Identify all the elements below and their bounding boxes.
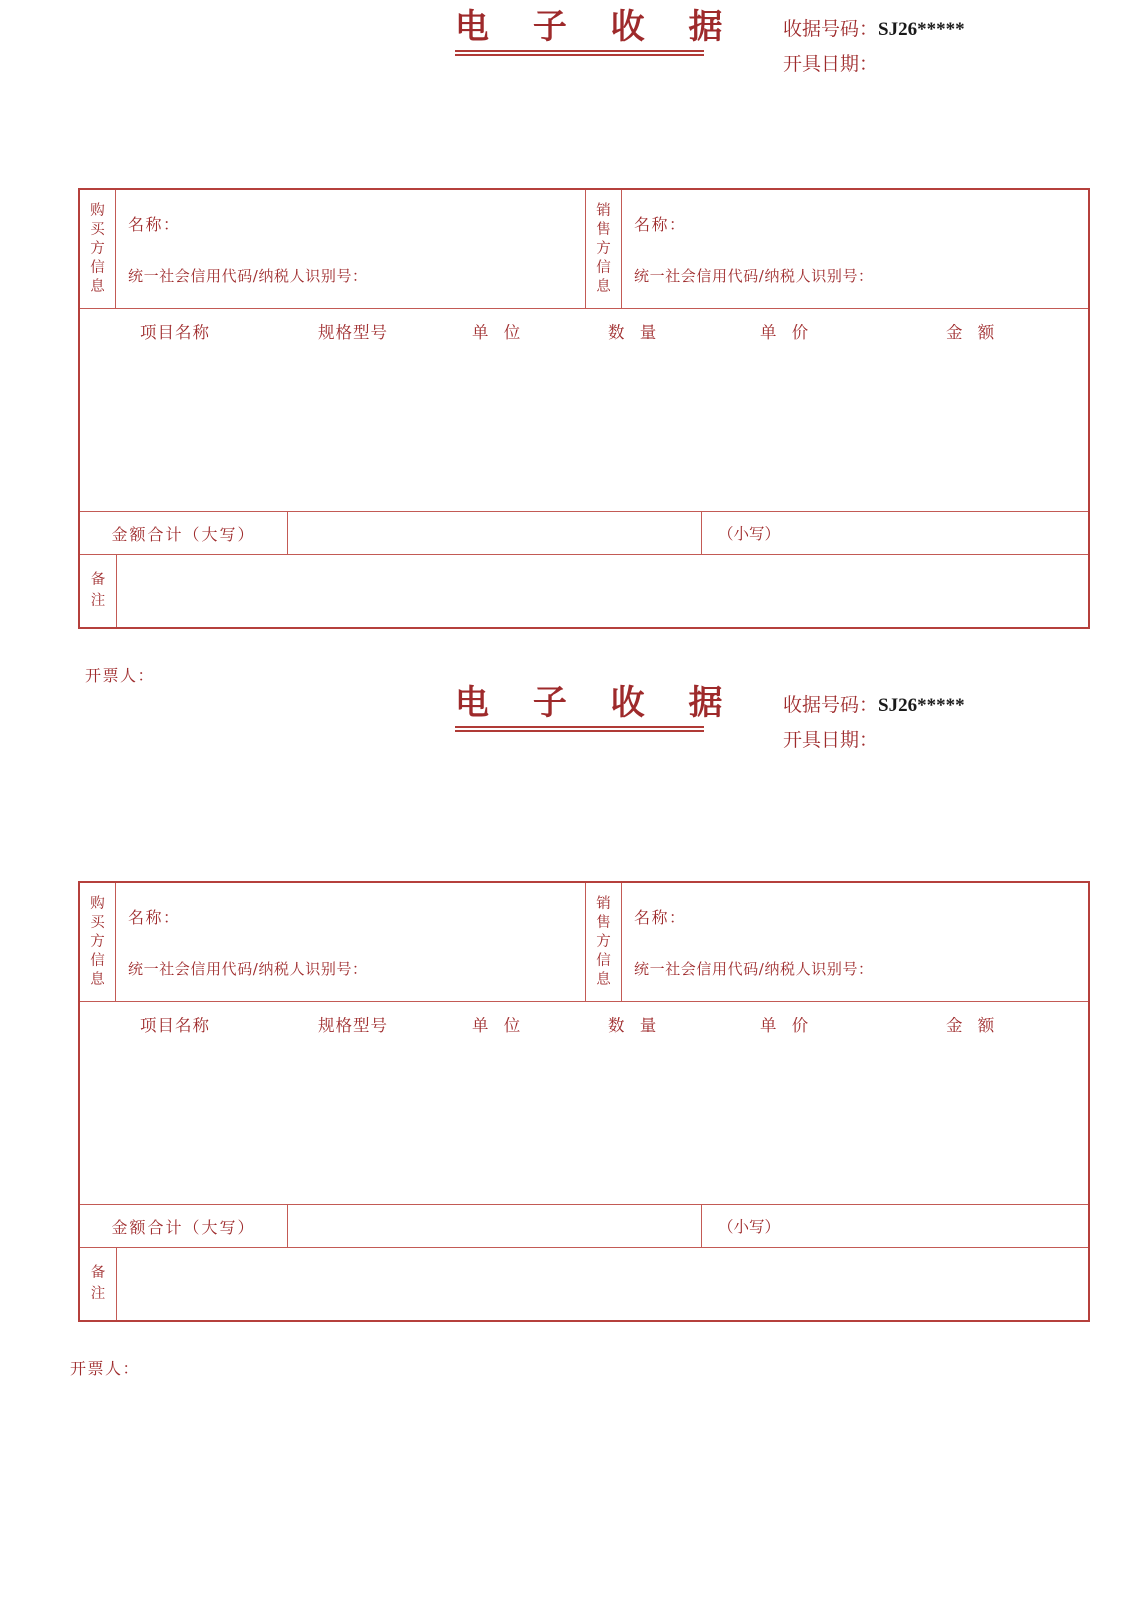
remark-side-label — [80, 1248, 117, 1320]
remark-row — [80, 1248, 1088, 1320]
buyer-name-label: 名称： — [128, 908, 181, 927]
receipt-table — [78, 881, 1090, 1322]
seller-taxid-label: 统一社会信用代码/纳税人识别号： — [634, 267, 874, 285]
buyer-side-char: 信 — [90, 952, 105, 969]
seller-taxid-field[interactable] — [634, 958, 1088, 979]
buyer-taxid-label: 统一社会信用代码/纳税人识别号： — [128, 960, 368, 978]
receipt-number-line — [783, 12, 965, 47]
column-header-item-name: 项目名称 — [140, 323, 210, 342]
receipt-number-label: 收据号码： — [783, 18, 879, 40]
item-rows-area[interactable] — [80, 1046, 1088, 1204]
remark-row — [80, 555, 1088, 627]
buyer-section — [80, 190, 585, 308]
buyer-fields — [116, 883, 585, 1001]
total-uppercase-label: 金额合计（大写） — [80, 1205, 288, 1247]
remark-value[interactable] — [117, 1248, 1088, 1320]
column-header-amount: 金 额 — [946, 323, 1000, 342]
buyer-side-char: 购 — [90, 202, 105, 219]
remark-side-char: 注 — [90, 1286, 106, 1302]
seller-taxid-field[interactable] — [634, 265, 1088, 286]
column-header-unit-price: 单 价 — [760, 323, 814, 342]
remark-value[interactable] — [117, 555, 1088, 627]
column-header-unit: 单 位 — [472, 323, 526, 342]
title-block — [455, 8, 745, 56]
buyer-name-field[interactable] — [128, 212, 585, 235]
receipt-number-value: SJ26***** — [878, 695, 965, 716]
title-double-rule — [455, 50, 704, 56]
buyer-side-char: 买 — [90, 914, 105, 931]
column-header-amount: 金 额 — [946, 1016, 1000, 1035]
seller-side-char: 销 — [596, 202, 611, 219]
receipt-title: 电 子 收 据 — [455, 7, 739, 47]
seller-fields — [622, 190, 1088, 308]
total-row — [80, 512, 1088, 555]
column-header-unit: 单 位 — [472, 1016, 526, 1035]
seller-name-label: 名称： — [634, 908, 687, 927]
seller-side-label — [586, 883, 622, 1001]
total-uppercase-value[interactable] — [288, 512, 702, 554]
column-header-quantity: 数 量 — [608, 323, 662, 342]
receipt-meta — [783, 688, 965, 758]
seller-side-char: 信 — [596, 259, 611, 276]
total-lowercase-label: （小写） — [718, 1218, 781, 1236]
buyer-side-char: 方 — [90, 933, 105, 950]
buyer-side-label — [80, 190, 116, 308]
seller-side-char: 信 — [596, 952, 611, 969]
total-lowercase-label: （小写） — [718, 525, 781, 543]
column-header-quantity: 数 量 — [608, 1016, 662, 1035]
party-row — [80, 883, 1088, 1002]
seller-name-label: 名称： — [634, 215, 687, 234]
issue-date-line — [783, 47, 965, 82]
receipt-table — [78, 188, 1090, 629]
buyer-side-char: 方 — [90, 240, 105, 257]
remark-side-char: 备 — [90, 572, 106, 588]
seller-side-char: 销 — [596, 895, 611, 912]
item-column-headers — [80, 1002, 1088, 1046]
items-section — [80, 309, 1088, 512]
issuer-line — [70, 1356, 140, 1379]
issue-date-label: 开具日期： — [783, 729, 879, 751]
buyer-fields — [116, 190, 585, 308]
buyer-side-char: 购 — [90, 895, 105, 912]
buyer-side-char: 买 — [90, 221, 105, 238]
issue-date-label: 开具日期： — [783, 53, 879, 75]
receipt-header — [0, 0, 1131, 92]
seller-side-char: 售 — [596, 914, 611, 931]
column-header-unit-price: 单 价 — [760, 1016, 814, 1035]
remark-side-char: 注 — [90, 593, 106, 609]
items-section — [80, 1002, 1088, 1205]
total-lowercase-cell[interactable] — [702, 512, 1088, 554]
receipt-number-line — [783, 688, 965, 723]
receipt-header — [0, 676, 1131, 768]
receipt-copy-2 — [0, 676, 1131, 1378]
total-row — [80, 1205, 1088, 1248]
buyer-side-char: 息 — [90, 278, 105, 295]
seller-name-field[interactable] — [634, 905, 1088, 928]
remark-side-char: 备 — [90, 1265, 106, 1281]
issue-date-line — [783, 723, 965, 758]
buyer-side-label — [80, 883, 116, 1001]
item-column-headers — [80, 309, 1088, 353]
column-header-item-name: 项目名称 — [140, 1016, 210, 1035]
seller-taxid-label: 统一社会信用代码/纳税人识别号： — [634, 960, 874, 978]
receipt-number-label: 收据号码： — [783, 694, 879, 716]
receipt-copy-1 — [0, 0, 1131, 685]
title-double-rule — [455, 726, 704, 732]
buyer-taxid-label: 统一社会信用代码/纳税人识别号： — [128, 267, 368, 285]
buyer-taxid-field[interactable] — [128, 265, 585, 286]
column-header-spec: 规格型号 — [318, 1016, 388, 1035]
receipt-title: 电 子 收 据 — [455, 683, 739, 723]
buyer-name-label: 名称： — [128, 215, 181, 234]
party-row — [80, 190, 1088, 309]
seller-side-char: 息 — [596, 971, 611, 988]
buyer-taxid-field[interactable] — [128, 958, 585, 979]
buyer-name-field[interactable] — [128, 905, 585, 928]
total-uppercase-value[interactable] — [288, 1205, 702, 1247]
title-block — [455, 684, 745, 732]
receipt-meta — [783, 12, 965, 82]
seller-name-field[interactable] — [634, 212, 1088, 235]
total-uppercase-label: 金额合计（大写） — [80, 512, 288, 554]
seller-side-char: 方 — [596, 240, 611, 257]
seller-section — [585, 883, 1088, 1001]
seller-side-label — [586, 190, 622, 308]
seller-side-char: 方 — [596, 933, 611, 950]
receipt-number-value: SJ26***** — [878, 19, 965, 40]
buyer-section — [80, 883, 585, 1001]
seller-section — [585, 190, 1088, 308]
seller-side-char: 售 — [596, 221, 611, 238]
buyer-side-char: 信 — [90, 259, 105, 276]
seller-side-char: 息 — [596, 278, 611, 295]
item-rows-area[interactable] — [80, 353, 1088, 511]
total-lowercase-cell[interactable] — [702, 1205, 1088, 1247]
seller-fields — [622, 883, 1088, 1001]
column-header-spec: 规格型号 — [318, 323, 388, 342]
issuer-label: 开票人： — [85, 666, 156, 685]
issuer-label: 开票人： — [70, 1359, 141, 1378]
remark-side-label — [80, 555, 117, 627]
buyer-side-char: 息 — [90, 971, 105, 988]
